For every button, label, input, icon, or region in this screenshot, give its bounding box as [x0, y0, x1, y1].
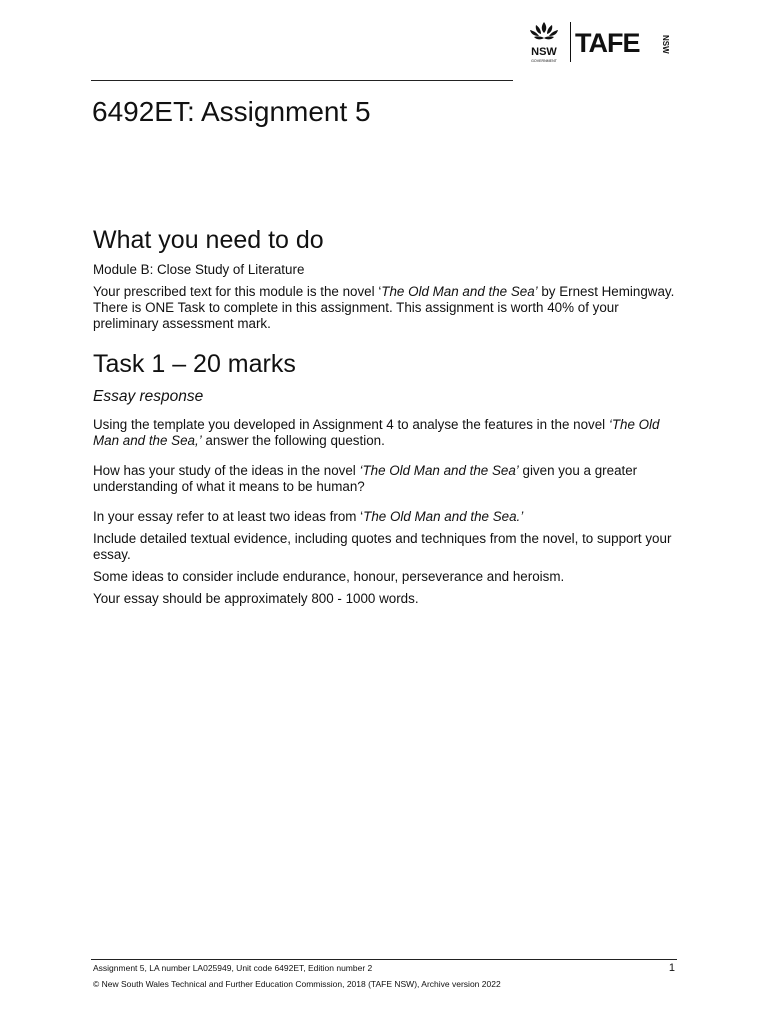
task-subheading: Essay response: [93, 388, 204, 405]
intro-novel-title: The Old Man and the Sea’: [381, 284, 538, 299]
using-text-after: answer the following question.: [201, 433, 385, 448]
main-content: [93, 224, 683, 607]
essay-question: [93, 463, 683, 495]
question-text-after: given you a greater understanding of what it means to be human?: [93, 463, 638, 494]
tafe-nsw-vertical-label: [660, 33, 672, 57]
tafe-logo-vertical-text: NSW: [661, 35, 670, 54]
question-text-before: How has your study of the ideas in the novel: [93, 463, 360, 478]
section-heading-what-you-need: What you need to do: [93, 226, 324, 254]
intro-text-after: by Ernest Hemingway. There is ONE Task to complete in this assignment. This assignment is worth 40% of your preliminary assessment mark.: [93, 284, 675, 331]
ideas-paragraph: Some ideas to consider include endurance, honour, perseverance and heroism.: [93, 569, 565, 584]
task-heading: Task 1 – 20 marks: [93, 350, 296, 378]
using-novel-title: ‘The Old Man and the Sea,’: [93, 417, 660, 448]
footer-assignment-info: Assignment 5, LA number LA025949, Unit code 6492ET, Edition number 2: [93, 963, 373, 973]
title-rule: [91, 80, 513, 81]
intro-paragraph: [93, 284, 683, 332]
footer-copyright: © New South Wales Technical and Further Education Commission, 2018 (TAFE NSW), Archive version 2022: [93, 979, 501, 989]
footer-rule: [91, 959, 677, 960]
nsw-government-logo: [522, 20, 566, 66]
header-logos: [522, 20, 682, 66]
page-title: 6492ET: Assignment 5: [92, 96, 371, 127]
refer-text-before: In your essay refer to at least two ideas from ‘: [93, 509, 364, 524]
using-template-paragraph: [93, 417, 683, 449]
using-text-before: Using the template you developed in Assignment 4 to analyse the features in the novel: [93, 417, 609, 432]
intro-text-before: Your prescribed text for this module is the novel ‘: [93, 284, 382, 299]
refer-novel-title: The Old Man and the Sea.’: [363, 509, 524, 524]
tafe-logo-text: TAFE: [575, 28, 640, 58]
textual-evidence-paragraph: Include detailed textual evidence, including quotes and techniques from the novel, to support your essay.: [93, 531, 672, 562]
logo-divider: [570, 22, 571, 62]
page-number: 1: [668, 962, 675, 974]
word-count-paragraph: Your essay should be approximately 800 - 1000 words.: [93, 591, 419, 606]
nsw-logo-text: NSW: [531, 46, 557, 58]
question-novel-title: ‘The Old Man and the Sea’: [359, 463, 519, 478]
refer-ideas-paragraph: [93, 509, 683, 525]
nsw-logo-subtext: GOVERNMENT: [531, 59, 557, 63]
module-line: Module B: Close Study of Literature: [93, 262, 305, 277]
